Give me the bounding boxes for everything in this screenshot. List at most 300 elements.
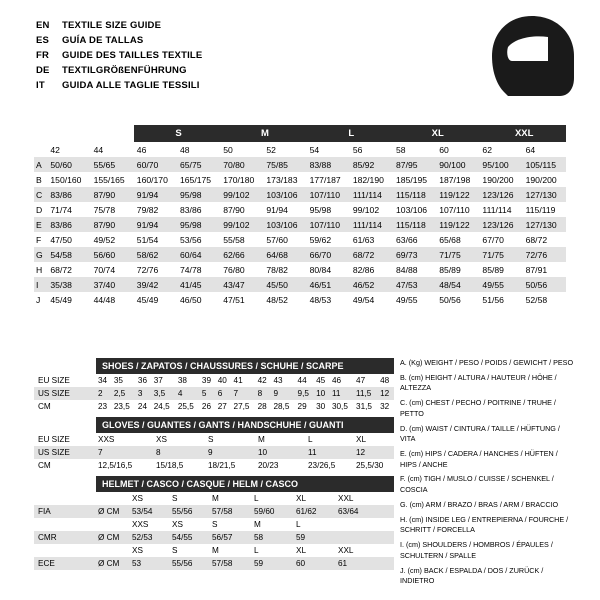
table-row	[34, 544, 394, 557]
table-cell: 37/40	[93, 279, 116, 290]
table-cell: 87/90	[93, 189, 116, 200]
size-cell: M	[212, 494, 219, 503]
table-cell: 177/187	[309, 174, 341, 185]
table-row	[34, 232, 566, 247]
table-cell: 99/102	[352, 204, 380, 215]
eu-size-cell: 62	[482, 144, 492, 155]
table-cell: 47/51	[223, 294, 245, 305]
unit-cell: Ø CM	[98, 507, 120, 516]
table-cell: 103/106	[396, 204, 428, 215]
cell: XS	[156, 435, 167, 444]
standard-label: CMR	[38, 533, 57, 542]
shoes-table	[34, 374, 394, 413]
size-cell: XXS	[132, 520, 149, 529]
table-cell: 187/198	[439, 174, 471, 185]
row-label-empty	[34, 544, 96, 557]
eu-size-cell: 52	[266, 144, 276, 155]
legend-item: J. (cm) BACK / ESPALDA / DOS / ZURÜCK / INDIETRO	[400, 565, 544, 585]
cell: 32	[380, 402, 390, 411]
table-cell: 45/50	[266, 279, 288, 290]
row-label: US SIZE	[38, 389, 70, 398]
cell: 3	[137, 389, 143, 398]
lower-tables	[34, 358, 394, 570]
table-cell: 123/126	[482, 219, 514, 230]
table-cell: 74/78	[180, 264, 202, 275]
table-cell: 63/66	[396, 234, 418, 245]
row-label-empty	[34, 518, 96, 531]
table-cell: 91/94	[266, 204, 288, 215]
table-cell: 48/52	[266, 294, 288, 305]
cell: 7	[98, 448, 103, 457]
table-cell: 111/114	[482, 204, 512, 215]
table-row	[34, 187, 566, 202]
cell: 30,5	[331, 402, 348, 411]
table-cell: 115/118	[396, 189, 426, 200]
cell: 59/60	[254, 507, 275, 516]
size-cell: XS	[132, 546, 143, 555]
header-text: TEXTILGRÖßENFÜHRUNG	[62, 65, 187, 76]
table-cell: 50/56	[439, 294, 461, 305]
table-row	[34, 157, 566, 172]
cell: 9,5	[297, 389, 309, 398]
cell: 36	[137, 376, 148, 385]
legend-item: A. (Kg) WEIGHT / PESO / POIDS / GEWICHT / PESO	[400, 358, 574, 367]
legend-item: G. (cm) ARM / BRAZO / BRAS / ARM / BRACCIO	[400, 499, 559, 509]
helmet-title: HELMET / CASCO / CASQUE / HELM / CASCO	[96, 476, 394, 492]
row-letter: J	[36, 294, 41, 305]
cell: 48	[380, 376, 390, 385]
header-line	[36, 48, 376, 63]
table-cell: 49/52	[93, 234, 116, 245]
table-cell: 99/102	[223, 219, 250, 230]
table-cell: 190/200	[482, 174, 514, 185]
table-cell: 44/48	[93, 294, 116, 305]
cell: 55/56	[172, 507, 193, 516]
cell: 43	[273, 376, 283, 385]
table-cell: 48/54	[439, 279, 461, 290]
row-letter: A	[36, 159, 42, 170]
table-cell: 60/64	[180, 249, 202, 260]
shoes-title: SHOES / ZAPATOS / CHAUSSURES / SCHUHE / SCARPE	[96, 358, 394, 374]
table-cell: 105/115	[525, 159, 557, 170]
cell: 57/58	[212, 559, 233, 568]
header-lang: IT	[36, 80, 45, 91]
table-cell: 48/53	[309, 294, 332, 305]
table-cell: 71/74	[50, 204, 72, 215]
size-cell: XXL	[338, 494, 354, 503]
cell: 31,5	[356, 402, 372, 411]
cell: S	[208, 435, 214, 444]
cell: 56/57	[212, 533, 233, 542]
table-cell: 123/126	[482, 189, 514, 200]
cell: L	[308, 435, 313, 444]
helmet-section-header	[96, 476, 394, 492]
table-cell: 61/63	[352, 234, 375, 245]
size-cell: L	[296, 520, 301, 529]
table-cell: 87/91	[525, 264, 548, 275]
size-cell: L	[254, 546, 259, 555]
table-cell: 66/70	[309, 249, 332, 260]
cell: 61/62	[296, 507, 317, 516]
table-row	[34, 433, 394, 446]
table-cell: 45/49	[50, 294, 72, 305]
header-line	[36, 33, 376, 48]
table-row	[34, 292, 566, 307]
cell: 40	[217, 376, 227, 385]
table-cell: 107/110	[309, 189, 341, 200]
row-label: US SIZE	[38, 448, 70, 457]
table-cell: 87/90	[223, 204, 245, 215]
table-cell: 72/76	[136, 264, 159, 275]
legend-item: C. (cm) CHEST / PECHO / POITRINE / TRUHE / PETTO	[400, 398, 556, 418]
header-line	[36, 78, 376, 93]
eu-size-row	[34, 142, 566, 157]
group-label-s: S	[134, 125, 220, 142]
row-unit-empty	[96, 518, 130, 531]
row-unit-empty	[96, 544, 130, 557]
size-cell: S	[172, 546, 178, 555]
cell: 55/56	[172, 559, 193, 568]
gloves-section-header	[96, 417, 394, 433]
table-cell: 55/58	[223, 234, 245, 245]
cell: M	[258, 435, 265, 444]
table-cell: 68/72	[352, 249, 375, 260]
group-empty	[47, 125, 90, 142]
row-letter	[34, 142, 47, 157]
cell: 12	[380, 389, 390, 398]
group-label-m: M	[220, 125, 306, 142]
header-text: GUÍA DE TALLAS	[62, 35, 144, 46]
row-letter: I	[36, 279, 39, 290]
table-row	[34, 262, 566, 277]
cell: 47	[356, 376, 366, 385]
cell: 39	[201, 376, 211, 385]
cell: 37	[153, 376, 163, 385]
table-cell: 58/62	[136, 249, 159, 260]
shoes-section-header	[96, 358, 394, 374]
table-cell: 62/66	[223, 249, 245, 260]
table-cell: 46/50	[180, 294, 202, 305]
table-cell: 165/175	[180, 174, 212, 185]
table-row	[34, 172, 566, 187]
header-text: TEXTILE SIZE GUIDE	[62, 20, 162, 31]
unit-cell: Ø CM	[98, 533, 120, 542]
cell: 41	[233, 376, 243, 385]
header-lang: EN	[36, 20, 50, 31]
table-cell: 45/49	[136, 294, 159, 305]
table-cell: 76/80	[223, 264, 245, 275]
table-cell: 160/170	[136, 174, 168, 185]
size-cell: M	[212, 546, 219, 555]
table-row	[34, 374, 394, 387]
table-row	[34, 387, 394, 400]
cell: 24,5	[153, 402, 170, 411]
size-cell: XXL	[338, 546, 354, 555]
table-cell: 57/60	[266, 234, 288, 245]
cell: 11,5	[356, 389, 372, 398]
size-cell: XS	[132, 494, 143, 503]
header-lang: ES	[36, 35, 50, 46]
cell: 27	[217, 402, 227, 411]
cell: 42	[257, 376, 267, 385]
group-label-xxl: XXL	[479, 125, 566, 142]
eu-size-cell: 64	[525, 144, 536, 155]
cell: 63/64	[338, 507, 359, 516]
table-cell: 127/130	[525, 189, 557, 200]
table-cell: 185/195	[396, 174, 428, 185]
eu-size-cell: 50	[223, 144, 233, 155]
size-cell: M	[254, 520, 261, 529]
legend-item: H. (cm) INSIDE LEG / ENTREPIERNA / FOURCHE / SCHRITT / FORCELLA	[400, 514, 569, 535]
table-cell: 82/86	[352, 264, 375, 275]
cell: 12	[356, 448, 366, 457]
cell: 26	[201, 402, 211, 411]
size-cell: L	[254, 494, 259, 503]
table-cell: 55/65	[93, 159, 116, 170]
size-cell: S	[212, 520, 218, 529]
table-cell: 78/82	[266, 264, 288, 275]
table-cell: 49/54	[352, 294, 375, 305]
size-cell-empty	[336, 518, 394, 531]
table-cell: 91/94	[136, 189, 159, 200]
table-row	[34, 400, 394, 413]
table-cell: 47/53	[396, 279, 418, 290]
table-row	[34, 518, 394, 531]
measurement-legend	[400, 358, 576, 591]
table-cell: 52/58	[525, 294, 548, 305]
cell: 29	[297, 402, 307, 411]
table-cell: 170/180	[223, 174, 255, 185]
row-label-empty	[34, 492, 96, 505]
cell: 59	[296, 533, 306, 542]
table-cell: 84/88	[396, 264, 418, 275]
cell: 10	[316, 389, 326, 398]
cell: 9	[208, 448, 213, 457]
table-row	[34, 492, 394, 505]
cell: 23,5	[113, 402, 130, 411]
cell: 2,5	[113, 389, 126, 398]
group-empty	[91, 125, 134, 142]
legend-item: I. (cm) SHOULDERS / HOMBROS / ÉPAULES / SCHULTERN / SPALLE	[400, 540, 553, 560]
table-row	[34, 277, 566, 292]
table-cell: 53/56	[180, 234, 202, 245]
row-label: CM	[38, 461, 51, 470]
cell: 58	[254, 533, 264, 542]
table-cell: 72/76	[525, 249, 548, 260]
table-cell: 115/119	[525, 204, 556, 215]
table-cell: 56/60	[93, 249, 116, 260]
cell: 61	[338, 559, 348, 568]
table-cell: 69/73	[396, 249, 418, 260]
cell: XL	[356, 435, 367, 444]
table-cell: 85/89	[482, 264, 504, 275]
cell: 28,5	[273, 402, 290, 411]
cell: 45	[316, 376, 326, 385]
eu-size-cell: 48	[180, 144, 190, 155]
group-label-xl: XL	[393, 125, 479, 142]
table-cell: 119/122	[439, 219, 470, 230]
row-letter: B	[36, 174, 42, 185]
table-cell: 95/98	[180, 189, 202, 200]
header-text: GUIDE DES TAILLES TEXTILE	[62, 50, 203, 61]
table-cell: 71/75	[439, 249, 461, 260]
table-cell: 150/160	[50, 174, 82, 185]
gloves-table	[34, 433, 394, 472]
table-cell: 49/55	[396, 294, 418, 305]
eu-size-cell: 54	[309, 144, 320, 155]
table-cell: 60/70	[136, 159, 159, 170]
cell: 15/18,5	[156, 461, 184, 470]
table-cell: 46/51	[309, 279, 332, 290]
table-row	[34, 446, 394, 459]
table-cell: 190/200	[525, 174, 557, 185]
cell: 4	[177, 389, 183, 398]
table-cell: 71/75	[482, 249, 504, 260]
table-cell: 83/86	[180, 204, 202, 215]
cell-empty	[336, 531, 394, 544]
legend-item: B. (cm) HEIGHT / ALTURA / HAUTEUR / HÖHE / ALTEZZA	[400, 372, 557, 393]
table-row	[34, 459, 394, 472]
eu-size-cell: 60	[439, 144, 449, 155]
legend-item: E. (cm) HIPS / CADERA / HANCHES / HÜFTEN / HIPS / ANCHE	[400, 449, 558, 469]
table-cell: 50/60	[50, 159, 72, 170]
table-cell: 75/85	[266, 159, 288, 170]
cell: 18/21,5	[208, 461, 236, 470]
table-cell: 50/56	[525, 279, 548, 290]
table-cell: 70/74	[93, 264, 116, 275]
cell: 10	[258, 448, 268, 457]
cell: 23/26,5	[308, 461, 336, 470]
cell: 35	[113, 376, 123, 385]
legend-item: D. (cm) WAIST / CINTURA / TAILLE / HÜFTUNG / VITA	[400, 423, 560, 444]
table-cell: 115/118	[396, 219, 426, 230]
table-cell: 91/94	[136, 219, 159, 230]
header-lang: DE	[36, 65, 50, 76]
table-row	[34, 557, 394, 570]
cell: 54/55	[172, 533, 193, 542]
table-cell: 70/80	[223, 159, 245, 170]
helmet-table	[34, 492, 394, 570]
cell: 11	[331, 389, 341, 398]
cell: 46	[331, 376, 342, 385]
cell: 53/54	[132, 507, 153, 516]
table-cell: 65/75	[180, 159, 202, 170]
cell: 38	[177, 376, 187, 385]
table-cell: 95/98	[180, 219, 202, 230]
table-row	[34, 247, 566, 262]
table-cell: 79/82	[136, 204, 159, 215]
eu-size-cell: 58	[396, 144, 406, 155]
row-label: EU SIZE	[38, 376, 70, 385]
cell: 8	[257, 389, 263, 398]
table-cell: 107/110	[439, 204, 470, 215]
cell: 60	[296, 559, 306, 568]
cell: 11	[308, 448, 317, 457]
gloves-title: GLOVES / GUANTES / GANTS / HANDSCHUHE / GUANTI	[96, 417, 394, 433]
table-cell: 51/56	[482, 294, 504, 305]
row-letter: E	[36, 219, 42, 230]
eu-size-cell: 44	[93, 144, 104, 155]
main-size-table	[34, 125, 566, 307]
helmet-icon	[486, 14, 578, 100]
table-cell: 41/45	[180, 279, 202, 290]
table-cell: 127/130	[525, 219, 557, 230]
table-cell: 155/165	[93, 174, 125, 185]
size-cell: XL	[296, 546, 307, 555]
table-cell: 80/84	[309, 264, 332, 275]
table-row	[34, 531, 394, 544]
row-letter: G	[36, 249, 43, 260]
table-cell: 85/89	[439, 264, 461, 275]
cell: 20/23	[258, 461, 279, 470]
cell: 12,5/16,5	[98, 461, 133, 470]
size-cell: XS	[172, 520, 183, 529]
table-cell: 103/106	[266, 219, 298, 230]
table-cell: 35/38	[50, 279, 72, 290]
cell: 9	[273, 389, 279, 398]
eu-size-cell: 42	[50, 144, 60, 155]
table-cell: 65/68	[439, 234, 461, 245]
table-cell: 87/90	[93, 219, 116, 230]
cell: 2	[98, 389, 103, 398]
table-cell: 99/102	[223, 189, 250, 200]
table-cell: 68/72	[525, 234, 548, 245]
cell: 25,5	[177, 402, 194, 411]
header	[36, 18, 376, 93]
standard-label: ECE	[38, 559, 55, 568]
cell: 27,5	[233, 402, 250, 411]
legend-item: F. (cm) TIGH / MUSLO / CUISSE / SCHENKEL / COSCIA	[400, 474, 554, 494]
size-cell: S	[172, 494, 178, 503]
table-cell: 90/100	[439, 159, 466, 170]
table-cell: 39/42	[136, 279, 159, 290]
table-cell: 95/98	[309, 204, 332, 215]
table-cell: 83/86	[50, 189, 72, 200]
table-cell: 68/72	[50, 264, 72, 275]
row-label: CM	[38, 402, 51, 411]
cell: 23	[98, 402, 108, 411]
cell: 53	[132, 559, 142, 568]
table-cell: 43/47	[223, 279, 245, 290]
table-row	[34, 202, 566, 217]
row-letter: D	[36, 204, 43, 215]
table-cell: 54/58	[50, 249, 72, 260]
group-label-l: L	[307, 125, 393, 142]
header-lang: FR	[36, 50, 50, 61]
table-cell: 182/190	[352, 174, 384, 185]
cell: 30	[316, 402, 326, 411]
cell: 8	[156, 448, 161, 457]
cell: XXS	[98, 435, 115, 444]
table-cell: 85/92	[352, 159, 375, 170]
cell: 25,5/30	[356, 461, 384, 470]
table-cell: 46/52	[352, 279, 375, 290]
table-cell: 67/70	[482, 234, 504, 245]
cell: 57/58	[212, 507, 233, 516]
table-cell: 83/88	[309, 159, 332, 170]
table-cell: 49/55	[482, 279, 504, 290]
standard-label: FIA	[38, 507, 51, 516]
table-cell: 87/95	[396, 159, 418, 170]
cell: 52/53	[132, 533, 153, 542]
table-cell: 119/122	[439, 189, 470, 200]
header-line	[36, 63, 376, 78]
cell: 34	[98, 376, 108, 385]
cell: 44	[297, 376, 307, 385]
table-row	[34, 217, 566, 232]
table-row	[34, 505, 394, 518]
table-cell: 47/50	[50, 234, 72, 245]
